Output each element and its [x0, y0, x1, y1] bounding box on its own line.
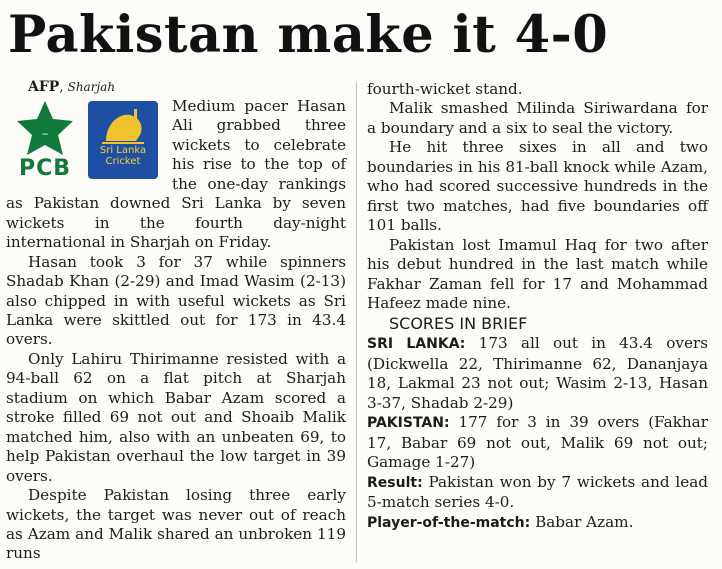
headline: Pakistan make it 4-0 — [8, 5, 609, 65]
paragraph-5: Malik smashed Milinda Siriwardana for a boundary and a six to seal the victory. — [367, 99, 708, 137]
paragraph-7: Pakistan lost Imamul Haq for two after his debut hundred in the last match while Fakhar Zaman fell for 17 and Mohammad Hafeez made nine. — [367, 235, 708, 312]
score-player-of-match — [367, 513, 708, 533]
paragraph-3: Only Lahiru Thirimanne resisted with a 94-ball 62 on a flat pitch at Sharjah stadium on which Babar Azam scored a stroke filled 69 not out and Shoaib Malik matched him, also with an unbeaten 69, to help Pakistan overhaul the low target in 39 overs. — [6, 349, 346, 485]
paragraph-4-continued: fourth-wicket stand. — [367, 80, 523, 98]
score-result — [367, 473, 708, 513]
score-pakistan-label: PAKISTAN: — [367, 415, 450, 432]
score-srilanka — [367, 334, 708, 413]
paragraph-1: Medium pacer Hasan Ali grabbed three wickets to celebrate his rise to the top of the one-day rankings as Pakistan downed Sri Lanka by seven wickets in the fourth day-night international in Sharjah on Friday. — [6, 97, 346, 252]
score-pakistan-text: 177 for 3 in 39 overs (Fakhar 17, Babar 69 not out, Malik 69 not out; Gamage 1-27) — [367, 413, 708, 472]
potm-text: Babar Azam. — [535, 512, 634, 531]
srilanka-cricket-logo — [88, 101, 158, 179]
paragraph-4: Despite Pakistan losing three early wickets, the target was never out of reach as Azam and Malik shared an unbroken 119 runs — [6, 486, 346, 563]
right-column — [367, 80, 708, 533]
lion-icon — [88, 101, 158, 179]
score-srilanka-text: 173 all out in 43.4 overs (Dickwella 22, Thirimanne 62, Dananjaya 18, Lakmal 23 not out; Wasim 2-13, Hasan 3-37, Shadab 2-29) — [367, 334, 708, 412]
byline-city: Sharjah — [67, 80, 116, 94]
pcb-logo-text: PCB — [18, 156, 72, 181]
score-pakistan — [367, 413, 708, 472]
byline-agency: AFP — [28, 79, 60, 95]
scores-heading: SCORES IN BRIEF — [389, 314, 528, 334]
potm-label: Player-of-the-match: — [367, 514, 531, 531]
svg-text:~: ~ — [41, 130, 49, 140]
srilanka-logo-line2: Cricket — [105, 156, 141, 167]
result-label: Result: — [367, 474, 423, 491]
byline: AFP, Sharjah — [28, 79, 116, 95]
score-srilanka-label: SRI LANKA: — [367, 336, 466, 353]
column-divider — [356, 82, 357, 562]
logos — [6, 99, 168, 183]
srilanka-logo-text — [88, 145, 158, 167]
paragraph-2: Hasan took 3 for 37 while spinners Shadab Khan (2-29) and Imad Wasim (2-13) also chipped in with useful wickets as Sri Lanka were skittled out for 173 in 43.4 overs. — [6, 252, 346, 349]
left-column — [6, 78, 346, 564]
srilanka-logo-line1: Sri Lanka — [99, 145, 147, 156]
paragraph-6: He hit three sixes in all and two boundaries in his 81-ball knock while Azam, who had scored successive hundreds in the first two matches, had five boundaries off 101 balls. — [367, 138, 708, 235]
result-text: Pakistan won by 7 wickets and lead 5-match series 4-0. — [367, 472, 709, 512]
